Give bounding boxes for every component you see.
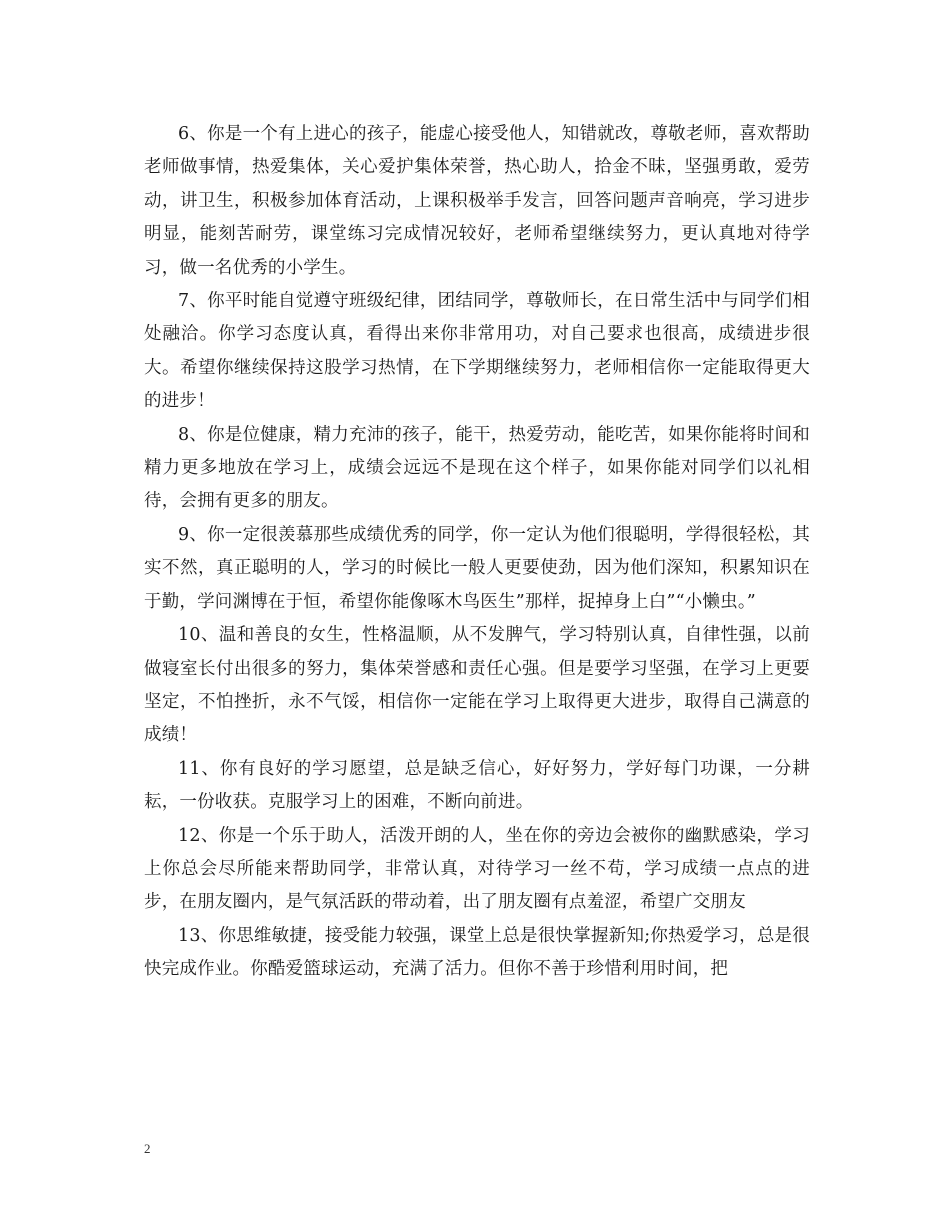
document-body bbox=[144, 118, 810, 987]
comment-paragraph-7: 7、你平时能自觉遵守班级纪律，团结同学，尊敬师长，在日常生活中与同学们相处融洽。你学习态度认真，看得出来你非常用功，对自己要求也很高，成绩进步很大。希望你继续保持这股学习热情，在下学期继续努力，老师相信你一定能取得更大的进步！ bbox=[144, 291, 810, 412]
comment-paragraph-12: 12、你是一个乐于助人，活泼开朗的人，坐在你的旁边会被你的幽默感染，学习上你总会尽所能来帮助同学，非常认真，对待学习一丝不苟，学习成绩一点点的进步，在朋友圈内，是气氛活跃的带动着，出了朋友圈有点羞涩，希望广交朋友 bbox=[144, 825, 810, 913]
comment-paragraph-8: 8、你是位健康，精力充沛的孩子，能干，热爱劳动，能吃苦，如果你能将时间和精力更多地放在学习上，成绩会远远不是现在这个样子，如果你能对同学们以礼相待，会拥有更多的朋友。 bbox=[144, 424, 810, 512]
comment-paragraph-6: 6、你是一个有上进心的孩子，能虚心接受他人，知错就改，尊敬老师，喜欢帮助老师做事情，热爱集体，关心爱护集体荣誉，热心助人，拾金不昧，坚强勇敢，爱劳动，讲卫生，积极参加体育活动，上课积极举手发言，回答问题声音响亮，学习进步明显，能刻苦耐劳，课堂练习完成情况较好，老师希望继续努力，更认真地对待学习，做一名优秀的小学生。 bbox=[144, 124, 810, 278]
page-number: 2 bbox=[144, 1141, 151, 1156]
comment-paragraph-13: 13、你思维敏捷，接受能力较强，课堂上总是很快掌握新知;你热爱学习，总是很快完成作业。你酷爱篮球运动，充满了活力。但你不善于珍惜利用时间，把 bbox=[144, 925, 810, 980]
comment-paragraph-9: 9、你一定很羡慕那些成绩优秀的同学，你一定认为他们很聪明，学得很轻松，其实不然，真正聪明的人，学习的时候比一般人更要使劲，因为他们深知，积累知识在于勤，学问渊博在于恒，希望你能像啄木鸟医生”那样，捉掉身上白”“小懒虫。” bbox=[144, 524, 810, 612]
comment-paragraph-11: 11、你有良好的学习愿望，总是缺乏信心，好好努力，学好每门功课，一分耕耘，一份收获。克服学习上的困难，不断向前进。 bbox=[144, 758, 810, 813]
comment-paragraph-10: 10、温和善良的女生，性格温顺，从不发脾气，学习特别认真，自律性强，以前做寝室长付出很多的努力，集体荣誉感和责任心强。但是要学习坚强，在学习上更要坚定，不怕挫折，永不气馁，相信你一定能在学习上取得更大进步，取得自己满意的成绩！ bbox=[144, 625, 810, 746]
